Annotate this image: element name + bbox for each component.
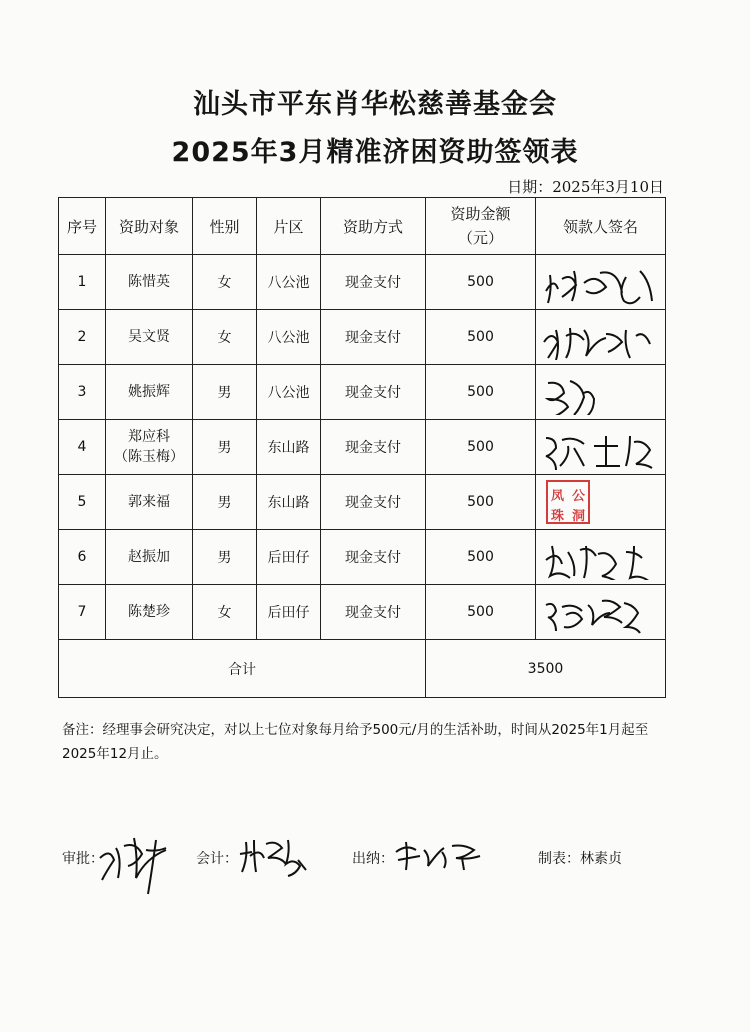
accountant-signature — [236, 830, 316, 880]
header-sex: 性别 — [193, 198, 257, 255]
row-no: 4 — [59, 420, 106, 475]
row-sex: 女 — [193, 255, 257, 310]
row-amount: 500 — [426, 310, 536, 365]
approve-signature — [96, 828, 186, 898]
preparer: 制表：林素贞 — [538, 851, 622, 867]
row-signature — [536, 420, 666, 475]
row-name: 郭来福 — [106, 475, 193, 530]
table-row — [59, 365, 666, 420]
row-signature — [536, 310, 666, 365]
table-row — [59, 475, 666, 530]
table-row — [59, 420, 666, 475]
accountant-label: 会计： — [196, 851, 238, 867]
handwritten-signature — [540, 371, 660, 415]
table-row — [59, 255, 666, 310]
row-area: 八公池 — [257, 310, 321, 365]
row-method: 现金支付 — [321, 255, 426, 310]
row-signature — [536, 585, 666, 640]
row-name: 姚振辉 — [106, 365, 193, 420]
row-area: 后田仔 — [257, 530, 321, 585]
cashier-label: 出纳： — [352, 851, 394, 867]
row-name: 赵振加 — [106, 530, 193, 585]
disbursement-table — [58, 197, 666, 698]
row-amount: 500 — [426, 420, 536, 475]
handwritten-signature — [540, 536, 660, 580]
row-name: 吴文贤 — [106, 310, 193, 365]
row-method: 现金支付 — [321, 585, 426, 640]
row-signature — [536, 255, 666, 310]
row-sex: 男 — [193, 475, 257, 530]
row-signature — [536, 475, 666, 530]
row-name: 陈惜英 — [106, 255, 193, 310]
header-area: 片区 — [257, 198, 321, 255]
row-area: 八公池 — [257, 255, 321, 310]
approve-label: 审批： — [62, 851, 104, 867]
org-title: 汕头市平东肖华松慈善基金会 — [193, 89, 557, 120]
row-sex: 女 — [193, 585, 257, 640]
row-area: 八公池 — [257, 365, 321, 420]
red-seal-stamp: 凤 公 珠 洞 — [546, 480, 590, 524]
row-method: 现金支付 — [321, 420, 426, 475]
row-no: 5 — [59, 475, 106, 530]
row-amount: 500 — [426, 365, 536, 420]
row-amount: 500 — [426, 585, 536, 640]
header-method: 资助方式 — [321, 198, 426, 255]
row-sex: 男 — [193, 530, 257, 585]
row-area: 后田仔 — [257, 585, 321, 640]
row-amount: 500 — [426, 475, 536, 530]
row-method: 现金支付 — [321, 365, 426, 420]
total-row — [59, 640, 666, 698]
handwritten-signature — [540, 316, 660, 360]
row-amount: 500 — [426, 530, 536, 585]
row-sex: 女 — [193, 310, 257, 365]
row-area: 东山路 — [257, 475, 321, 530]
handwritten-signature — [540, 591, 660, 635]
row-signature — [536, 365, 666, 420]
row-no: 1 — [59, 255, 106, 310]
cashier-signature — [392, 836, 492, 876]
row-name: 陈楚珍 — [106, 585, 193, 640]
total-value: 3500 — [426, 640, 666, 698]
row-method: 现金支付 — [321, 530, 426, 585]
header-amount: 资助金额 （元） — [426, 198, 536, 255]
remark-note: 备注：经理事会研究决定，对以上七位对象每月给予500元/月的生活补助，时间从2025年1月起至2025年12月止。 — [62, 722, 649, 762]
row-no: 3 — [59, 365, 106, 420]
row-sex: 男 — [193, 365, 257, 420]
row-method: 现金支付 — [321, 310, 426, 365]
row-name: 郑应科 （陈玉梅） — [106, 420, 193, 475]
header-name: 资助对象 — [106, 198, 193, 255]
row-no: 2 — [59, 310, 106, 365]
total-label: 合计 — [59, 640, 426, 698]
form-title: 2025年3月精准济困资助签领表 — [171, 137, 579, 168]
header-no: 序号 — [59, 198, 106, 255]
table-row — [59, 585, 666, 640]
row-area: 东山路 — [257, 420, 321, 475]
form-date: 日期：2025年3月10日 — [507, 178, 664, 196]
handwritten-signature — [540, 426, 660, 470]
row-no: 7 — [59, 585, 106, 640]
header-signature: 领款人签名 — [536, 198, 666, 255]
row-sex: 男 — [193, 420, 257, 475]
row-amount: 500 — [426, 255, 536, 310]
row-signature — [536, 530, 666, 585]
handwritten-signature — [540, 261, 660, 305]
table-header-row — [59, 198, 666, 255]
table-row — [59, 530, 666, 585]
row-method: 现金支付 — [321, 475, 426, 530]
table-row — [59, 310, 666, 365]
row-no: 6 — [59, 530, 106, 585]
